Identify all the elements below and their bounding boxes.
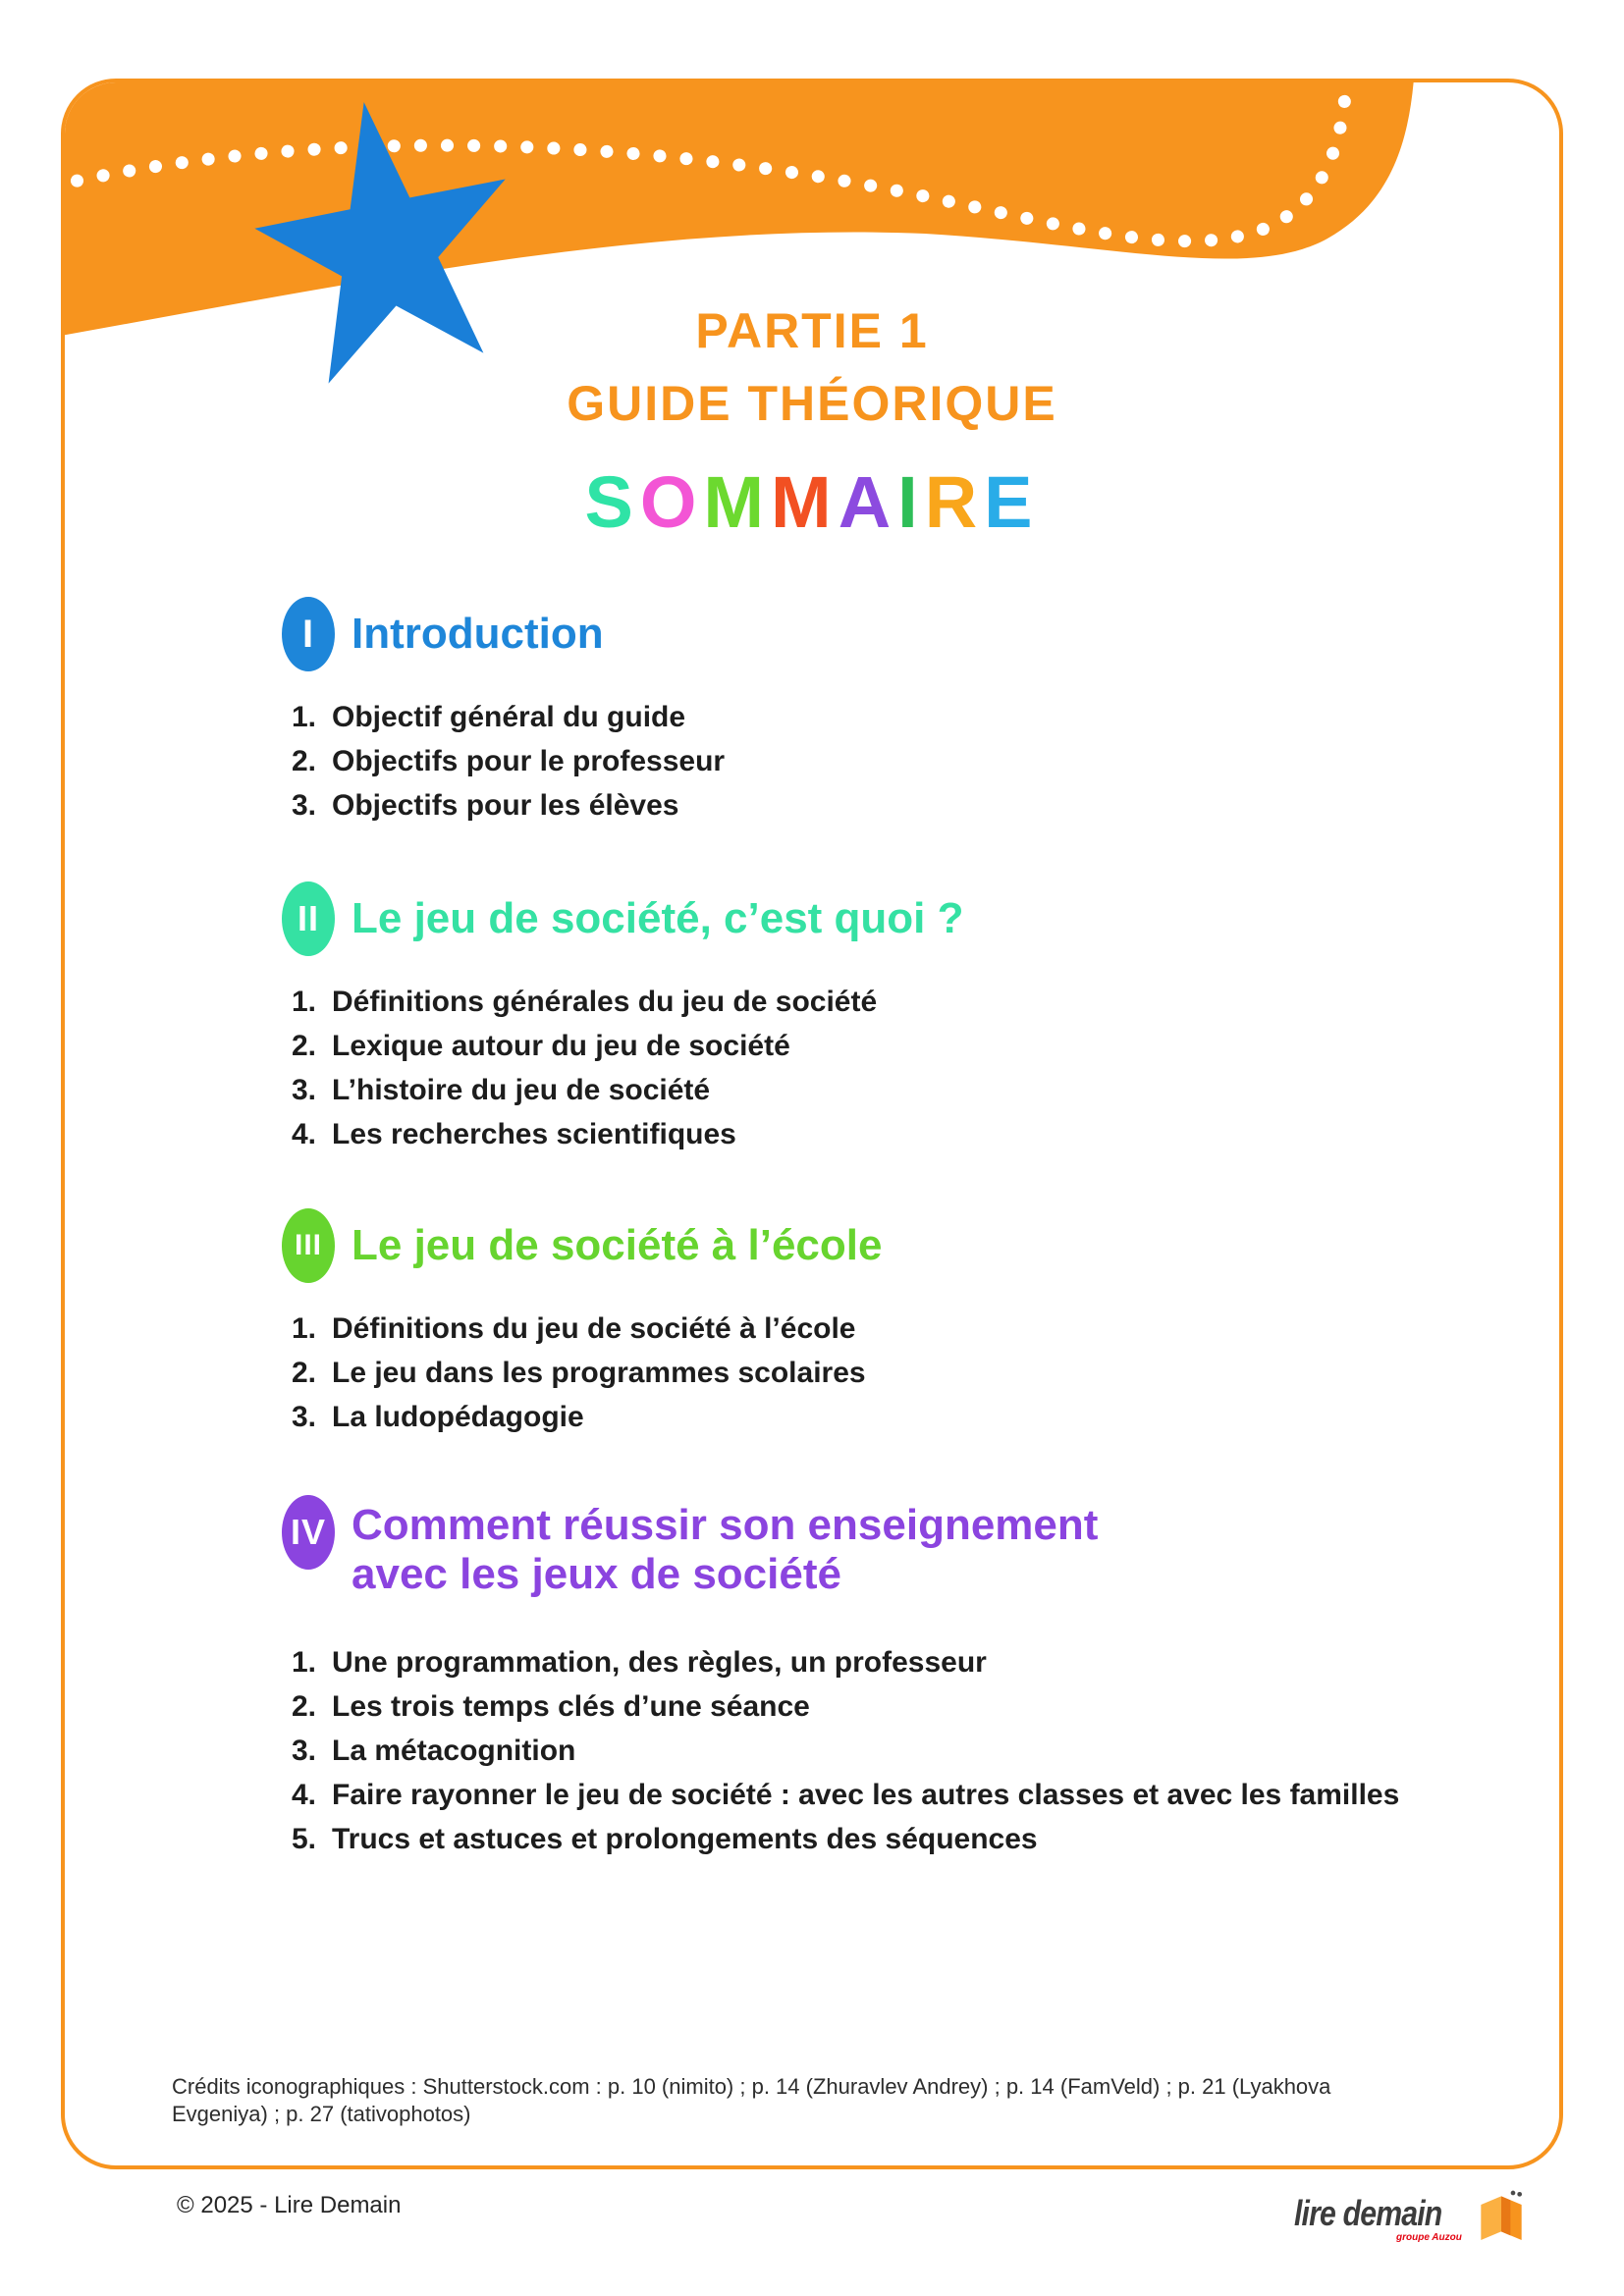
toc-item-label: Objectif général du guide <box>332 701 686 733</box>
toc-item-number: 4. <box>292 1118 317 1150</box>
part-title-line2: GUIDE THÉORIQUE <box>567 376 1057 431</box>
toc-item <box>292 783 1529 828</box>
section-item-list <box>282 1307 1529 1439</box>
lire-demain-logo <box>1294 2193 1525 2244</box>
part-title-line1: PARTIE 1 <box>695 303 929 358</box>
sommaire-letter: E <box>984 461 1040 543</box>
toc-item-label: Les recherches scientifiques <box>332 1118 736 1150</box>
toc-item-label: Trucs et astuces et prolongements des séquences <box>332 1823 1038 1855</box>
section-numeral-badge: IV <box>282 1495 335 1570</box>
toc-item-number: 3. <box>292 1074 317 1106</box>
toc-item <box>292 739 1529 783</box>
toc-item <box>292 1307 1529 1351</box>
toc-item-number: 5. <box>292 1823 317 1855</box>
toc-item <box>292 1112 1529 1156</box>
sommaire-title <box>61 461 1563 544</box>
toc-section-II <box>282 881 1529 1156</box>
toc-item <box>292 1684 1529 1729</box>
toc-item-number: 4. <box>292 1779 317 1811</box>
toc-item-number: 1. <box>292 1312 317 1345</box>
toc-item-label: Définitions du jeu de société à l’école <box>332 1312 856 1345</box>
toc-item-label: Une programmation, des règles, un professeur <box>332 1646 987 1679</box>
section-heading <box>282 597 1529 671</box>
toc-section-III <box>282 1208 1529 1439</box>
toc-item-number: 3. <box>292 1401 317 1433</box>
section-item-list <box>282 695 1529 828</box>
section-title <box>352 1495 1098 1599</box>
toc-item <box>292 695 1529 739</box>
toc-item-label: L’histoire du jeu de société <box>332 1074 711 1106</box>
toc-item-label: Objectifs pour le professeur <box>332 745 726 777</box>
section-item-list <box>282 980 1529 1156</box>
toc-section-IV <box>282 1495 1529 1861</box>
section-title-line: Le jeu de société, c’est quoi ? <box>352 894 964 942</box>
section-title <box>352 894 964 943</box>
logo-wordmark: lire demain <box>1294 2193 1442 2233</box>
section-title-line: Comment réussir son enseignement <box>352 1501 1099 1549</box>
sommaire-letter: M <box>703 461 772 543</box>
sommaire-letter: A <box>838 461 898 543</box>
toc-item-label: Objectifs pour les élèves <box>332 789 679 822</box>
toc-item-label: Définitions générales du jeu de société <box>332 986 878 1018</box>
toc-item-number: 3. <box>292 789 317 822</box>
credits-line2: Evgeniya) ; p. 27 (tativophotos) <box>172 2102 471 2126</box>
toc-item <box>292 1351 1529 1395</box>
toc-item-number: 2. <box>292 1357 317 1389</box>
toc-item-label: Lexique autour du jeu de société <box>332 1030 790 1062</box>
section-item-list <box>282 1640 1529 1861</box>
section-numeral-badge: III <box>282 1208 335 1283</box>
toc-item-number: 2. <box>292 1030 317 1062</box>
section-heading <box>282 1208 1529 1283</box>
section-title <box>352 610 604 659</box>
toc-item-label: La métacognition <box>332 1735 576 1767</box>
toc-section-I <box>282 597 1529 828</box>
section-title-line: Le jeu de société à l’école <box>352 1221 883 1269</box>
copyright-text: © 2025 - Lire Demain <box>177 2192 402 2218</box>
section-heading <box>282 881 1529 956</box>
sommaire-letter: R <box>924 461 985 543</box>
toc-item-label: Faire rayonner le jeu de société : avec les autres classes et avec les familles <box>332 1779 1400 1811</box>
credits-line1: Crédits iconographiques : Shutterstock.com : p. 10 (nimito) ; p. 14 (Zhuravlev Andrey) ; p. 14 (FamVeld) ; p. 21 (Lyakhova <box>172 2074 1331 2099</box>
toc-item <box>292 1817 1529 1861</box>
toc-item-number: 1. <box>292 701 317 733</box>
toc-item-number: 2. <box>292 1690 317 1723</box>
toc-item <box>292 1640 1529 1684</box>
toc-item <box>292 1395 1529 1439</box>
toc-item <box>292 1773 1529 1817</box>
credits-text <box>172 2073 1330 2128</box>
section-title-line: avec les jeux de société <box>352 1550 841 1598</box>
section-heading <box>282 1495 1529 1599</box>
open-book-icon <box>1478 2189 1525 2244</box>
section-numeral-badge: II <box>282 881 335 956</box>
sommaire-letter: I <box>897 461 925 543</box>
toc-item-label: La ludopédagogie <box>332 1401 584 1433</box>
toc-item-label: Le jeu dans les programmes scolaires <box>332 1357 866 1389</box>
sommaire-letter: M <box>771 461 839 543</box>
toc-item <box>292 980 1529 1024</box>
toc-item <box>292 1024 1529 1068</box>
section-title-line: Introduction <box>352 610 604 658</box>
toc-item-number: 1. <box>292 986 317 1018</box>
toc-item <box>292 1068 1529 1112</box>
toc-item-number: 1. <box>292 1646 317 1679</box>
sommaire-letter: S <box>584 461 640 543</box>
toc-item-label: Les trois temps clés d’une séance <box>332 1690 810 1723</box>
sommaire-letter: O <box>639 461 704 543</box>
section-numeral-badge: I <box>282 597 335 671</box>
toc-item <box>292 1729 1529 1773</box>
toc-item-number: 2. <box>292 745 317 777</box>
section-title <box>352 1221 882 1270</box>
toc-item-number: 3. <box>292 1735 317 1767</box>
logo-group-subtext: groupe Auzou <box>1396 2232 1462 2243</box>
logo-text-wrap <box>1294 2193 1470 2243</box>
